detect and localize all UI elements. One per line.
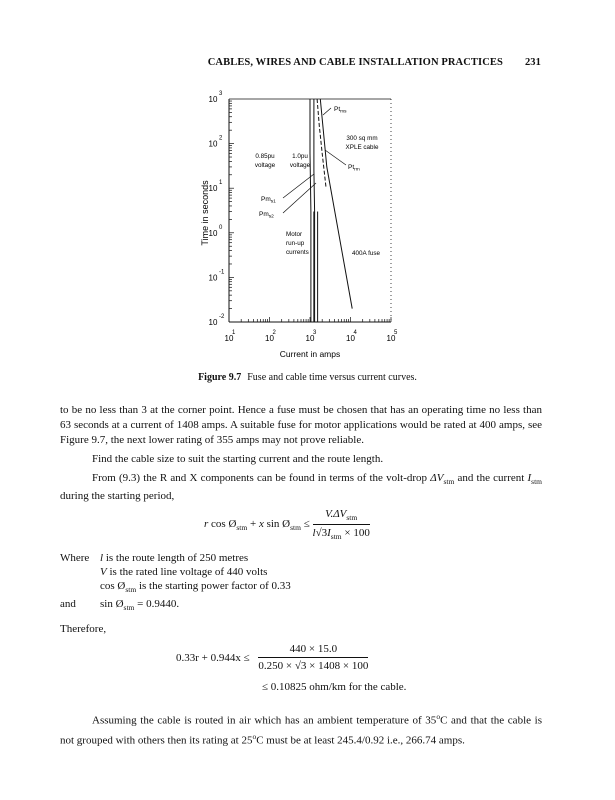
leader-pt2	[325, 150, 346, 165]
annotation-pt: $Pt_{ms}$	[334, 106, 347, 115]
y-tick-label: 10	[208, 228, 218, 238]
eq1-denominator	[313, 525, 370, 541]
y-tick-label-exponent: 0	[219, 224, 223, 231]
annotation-pm1: $Pm_{s1}$	[261, 196, 276, 205]
equation-2-result	[262, 681, 406, 693]
p4-text-a: Assuming the cable is routed in air which has an ambient temperature of 35	[92, 714, 437, 727]
header-title: CABLES, WIRES AND CABLE INSTALLATION PRACTICES	[207, 57, 503, 68]
figure-caption	[0, 372, 615, 383]
p4-text-c: C must be at least 245.4/0.92 i.e., 266.74 amps.	[256, 734, 465, 747]
annotation-085pu-line-2: voltage	[254, 162, 276, 169]
therefore-text: Therefore,	[60, 623, 107, 635]
eq1-den-rest: × 100	[341, 527, 370, 540]
chart-series	[283, 99, 352, 322]
annotation-motor-line-3: currents	[286, 249, 309, 256]
y-tick-label-exponent: -1	[219, 269, 225, 276]
where-line-3	[60, 579, 291, 597]
where-text-4: = 0.9440.	[134, 598, 180, 611]
caption-label: Figure 9.7	[198, 372, 242, 383]
fuse-cable-chart	[0, 0, 615, 372]
paragraph-3	[60, 471, 542, 504]
y-tick-label-exponent: 3	[219, 91, 223, 97]
x-tick-label-exponent: 4	[353, 330, 357, 336]
caption-text: Fuse and cable time versus current curves.	[247, 372, 417, 383]
where-text-3: is the starting power factor of 0.33	[136, 580, 291, 592]
eq1-num-text: V.ΔV	[325, 508, 347, 520]
eq2-fraction	[258, 643, 368, 672]
x-tick-label-exponent: 2	[272, 330, 276, 336]
where-line-1	[60, 551, 291, 565]
where-var-v: V	[100, 566, 107, 578]
eq1-den-i: I	[327, 527, 331, 540]
eq2-den-a: 0.250 ×	[258, 660, 295, 672]
x-tick-label-exponent: 1	[232, 330, 236, 336]
y-tick-label-exponent: 1	[219, 180, 223, 187]
p3-text-c: during the starting period,	[60, 490, 175, 503]
eq2-result-text: ≤ 0.10825 ohm/km for the cable.	[262, 681, 407, 693]
x-tick-label-exponent: 3	[313, 330, 317, 336]
series-400a-fuse	[320, 99, 352, 309]
eq2-denominator	[258, 658, 368, 672]
where-block	[60, 551, 291, 615]
therefore-line	[60, 622, 106, 636]
p4-text-b: C and that the cable is not grouped with others then its rating at 25	[60, 714, 542, 747]
equation-2	[176, 643, 368, 672]
eq1-leq: ≤	[300, 517, 310, 530]
series-motor-085pu	[310, 99, 311, 322]
annotation-xple-line-2: XPLE cable	[345, 144, 379, 151]
page-number: 231	[524, 57, 541, 68]
eq2-den-c: × 1408 × 100	[306, 660, 369, 672]
y-tick-label: 10	[208, 184, 218, 194]
equation-1	[204, 508, 370, 541]
leader-pt	[323, 108, 331, 115]
annotation-085pu-line-1: 0.85pu	[255, 153, 275, 160]
eq1-den-sub: stm	[330, 532, 342, 542]
eq1-sub-2: stm	[290, 522, 301, 532]
p3-sub-2: stm	[531, 477, 542, 487]
eq2-numerator: 440 × 15.0	[258, 643, 368, 658]
x-tick-label: 10	[265, 334, 274, 343]
annotation-pt2: $Pt_{rm}$	[348, 164, 360, 173]
y-tick-label: 10	[208, 95, 218, 104]
annotation-10pu-line-1: 1.0pu	[292, 153, 308, 160]
y-tick-label: 10	[208, 273, 218, 283]
paragraph-1-text: to be no less than 3 at the corner point. Hence a fuse must be chosen that has an operating time no less than 63 seconds at a current of 1408 amps. A suitable fuse for motor applications would be rated at 400 amps, see Figure 9.7, the next lower rating of 355 amps may not prove reliable.	[60, 404, 542, 446]
eq1-r: r	[204, 517, 209, 530]
eq1-numerator	[313, 508, 370, 525]
annotation-motor-line-2: run-up	[286, 240, 305, 247]
eq1-den-sqrt: √3	[315, 527, 328, 540]
x-axis-label: Current in amps	[279, 349, 341, 359]
where-text-2: is the rated line voltage of 440 volts	[106, 566, 268, 578]
y-tick-label-exponent: -2	[219, 314, 225, 320]
eq1-sub-1: stm	[236, 522, 248, 532]
chart-tick-labels	[209, 91, 398, 343]
y-tick-label-exponent: 2	[219, 135, 223, 142]
p3-text-a: From (9.3) the R and X components can be found in terms of the volt-drop	[92, 472, 431, 484]
p3-i: I	[527, 472, 532, 484]
p3-text-b: and the current	[454, 472, 528, 484]
where-sin: sin Ø	[100, 598, 124, 611]
eq1-sin: sin Ø	[263, 517, 291, 530]
where-cos: cos Ø	[100, 580, 126, 592]
eq1-den-l: l	[312, 527, 316, 540]
eq2-lhs: 0.33r + 0.944x ≤	[176, 651, 250, 664]
p4-degree-1: o	[436, 712, 441, 721]
paragraph-1	[60, 403, 542, 448]
where-sub-3: stm	[125, 585, 137, 595]
paragraph-2-text: Find the cable size to suit the starting current and the route length.	[92, 453, 384, 465]
x-tick-label: 10	[305, 334, 315, 343]
where-line-2	[60, 565, 291, 579]
annotation-pm2: $Pm_{s2}$	[259, 211, 274, 220]
p3-sub-1: stm	[443, 477, 455, 487]
y-tick-label: 10	[208, 318, 218, 327]
x-tick-label: 10	[386, 334, 396, 343]
eq1-cos: cos Ø	[208, 517, 237, 530]
annotation-fuse: 400A fuse	[352, 250, 381, 257]
where-label: Where	[60, 552, 90, 564]
x-tick-label-exponent: 5	[394, 330, 398, 336]
eq1-plus: +	[247, 517, 259, 530]
eq1-num-sub: stm	[346, 513, 358, 523]
where-line-4	[60, 597, 291, 615]
annotation-xple-line-1: 300 sq mm	[346, 135, 378, 142]
and-label: and	[60, 598, 76, 611]
x-tick-label: 10	[224, 334, 234, 343]
paragraph-2	[60, 452, 542, 467]
annotation-motor-line-1: Motor	[286, 231, 303, 238]
y-tick-label: 10	[208, 139, 218, 149]
where-var-l: l	[100, 552, 104, 564]
p3-delta-v: ΔV	[430, 472, 444, 484]
annotation-10pu-line-2: voltage	[289, 162, 311, 169]
y-axis-label: Time in seconds	[200, 180, 210, 246]
paragraph-4	[60, 709, 542, 748]
eq1-x: x	[258, 517, 264, 530]
eq2-den-sqrt: √3	[294, 660, 307, 672]
eq1-fraction	[313, 508, 370, 541]
p4-degree-2: o	[252, 731, 257, 741]
leader-pm1	[283, 174, 314, 198]
x-tick-label: 10	[346, 334, 355, 343]
where-text-1: is the route length of 250 metres	[103, 552, 249, 564]
where-sub-4: stm	[123, 603, 135, 613]
